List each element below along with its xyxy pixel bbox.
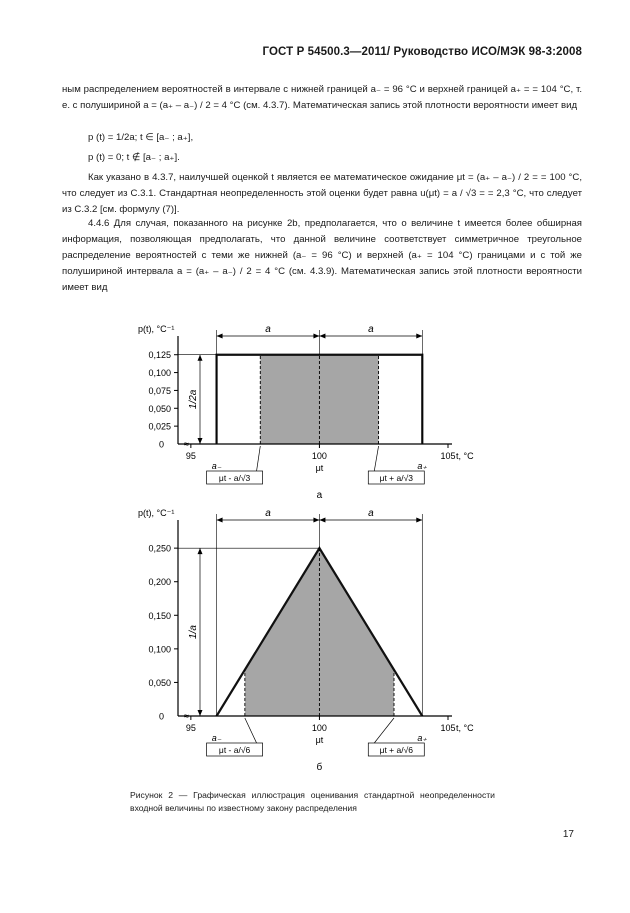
- figure-a-uniform-chart: [120, 310, 500, 500]
- left-std-label: μt - a/√6: [218, 745, 251, 755]
- subplot-label: б: [316, 762, 323, 773]
- formula-line-1: p (t) = 1/2a; t ∈ [a₋ ; a₊],: [88, 132, 194, 143]
- half-width-label: a: [265, 324, 271, 335]
- right-std-leader: [374, 446, 378, 471]
- half-width-label: a: [265, 508, 271, 519]
- height-arrow: [198, 710, 203, 716]
- mean-label: μt: [315, 463, 324, 473]
- height-arrow: [198, 548, 203, 554]
- y-tick-label: 0,250: [148, 543, 171, 554]
- dimension-arrow: [319, 334, 325, 339]
- y-tick-label: 0,075: [148, 385, 171, 396]
- dimension-arrow: [313, 334, 319, 339]
- x-axis-label: t, °C: [456, 451, 474, 461]
- y-axis-label: p(t), °C⁻¹: [138, 324, 175, 334]
- paragraph-text: 4.4.6 Для случая, показанного на рисунке 2b, предполагается, что о величине t имеется более обширная информация, позволяющая предполагать, что данной величине соответствует симметричное треугольное распределение вероятностей с теми же нижней (a₋ = 96 °C) и верхней (a₊ = 104 °C) границами и с той же полушириной интервала a = (a₊ – a₋) / 2 = 4 °C (см. 4.3.9). Математическая запись этой плотности вероятности имеет вид: [62, 218, 582, 293]
- subplot-label: а: [316, 490, 323, 500]
- half-width-label: a: [368, 324, 374, 335]
- lower-bound-label: a₋: [211, 733, 222, 743]
- height-arrow: [198, 438, 203, 444]
- x-tick-label: 105: [440, 451, 456, 461]
- right-std-label: μt + a/√3: [379, 473, 414, 483]
- document-header: ГОСТ Р 54500.3—2011/ Руководство ИСО/МЭК 98-3:2008: [262, 46, 582, 58]
- formula-line-2: p (t) = 0; t ∉ [a₋ ; a₊].: [88, 152, 180, 163]
- page-number: 17: [562, 829, 574, 840]
- half-width-label: a: [368, 508, 374, 519]
- mean-label: μt: [315, 735, 324, 745]
- x-tick-label: 100: [311, 723, 327, 733]
- upper-bound-label: a₊: [417, 733, 428, 743]
- x-tick-label: 95: [185, 451, 196, 461]
- left-std-label: μt - a/√3: [218, 473, 251, 483]
- y-tick-label: 0,025: [148, 421, 171, 432]
- x-tick-label: 105: [440, 723, 456, 733]
- y-tick-label: 0,150: [148, 610, 171, 621]
- dimension-arrow: [217, 518, 223, 523]
- upper-bound-label: a₊: [417, 461, 428, 471]
- y-zero-label: 0: [158, 439, 164, 450]
- paragraph-estimate: [62, 170, 582, 218]
- axis-break-mark: ≈: [184, 711, 189, 721]
- y-tick-label: 0,050: [148, 403, 171, 414]
- figure-b-triangular-chart: [120, 498, 500, 778]
- axis-break-mark: ≈: [184, 439, 189, 449]
- y-zero-label: 0: [158, 711, 164, 722]
- dimension-arrow: [416, 334, 422, 339]
- y-tick-label: 0,050: [148, 677, 171, 688]
- paragraph-text: ным распределением вероятностей в интервале с нижней границей a₋ = 96 °C и верхней границей a₊ = = 104 °C, т. е. с полушириной a = (a₊ – a₋) / 2 = 4 °C (см. 4.3.7). Математическая запись этой плотности вероятности имеет вид: [62, 84, 582, 111]
- paragraph-triangular: [62, 216, 582, 296]
- height-label: 1/2a: [188, 389, 199, 410]
- y-axis-label: p(t), °C⁻¹: [138, 508, 175, 518]
- left-std-leader: [245, 718, 257, 743]
- y-tick-label: 0,100: [148, 644, 171, 655]
- height-label: 1/a: [188, 625, 199, 640]
- left-std-leader: [257, 446, 261, 471]
- dimension-arrow: [416, 518, 422, 523]
- x-tick-label: 100: [311, 451, 327, 461]
- paragraph-text: Как указано в 4.3.7, наилучшей оценкой t является ее математическое ожидание μt = (a₊ – a₋) / 2 = = 100 °C, что следует из С.3.1. Стандартная неопределенность этой оценки будет равна u(μt) = a / √3 = = 2,3 °C, что следует из С.3.2 [см. формулу (7)].: [62, 172, 582, 215]
- lower-bound-label: a₋: [211, 461, 222, 471]
- x-tick-label: 95: [185, 723, 196, 733]
- y-tick-label: 0,100: [148, 368, 171, 379]
- y-tick-label: 0,125: [148, 350, 171, 361]
- figure-caption: Рисунок 2 — Графическая иллюстрация оценивания стандартной неопределенности входной величины по известному закону распределения: [130, 790, 495, 813]
- y-tick-label: 0,200: [148, 577, 171, 588]
- paragraph-uniform-intro: [62, 82, 582, 114]
- right-std-leader: [374, 718, 394, 743]
- dimension-arrow: [313, 518, 319, 523]
- right-std-label: μt + a/√6: [379, 745, 414, 755]
- dimension-arrow: [319, 518, 325, 523]
- dimension-arrow: [217, 334, 223, 339]
- x-axis-label: t, °C: [456, 723, 474, 733]
- height-arrow: [198, 355, 203, 361]
